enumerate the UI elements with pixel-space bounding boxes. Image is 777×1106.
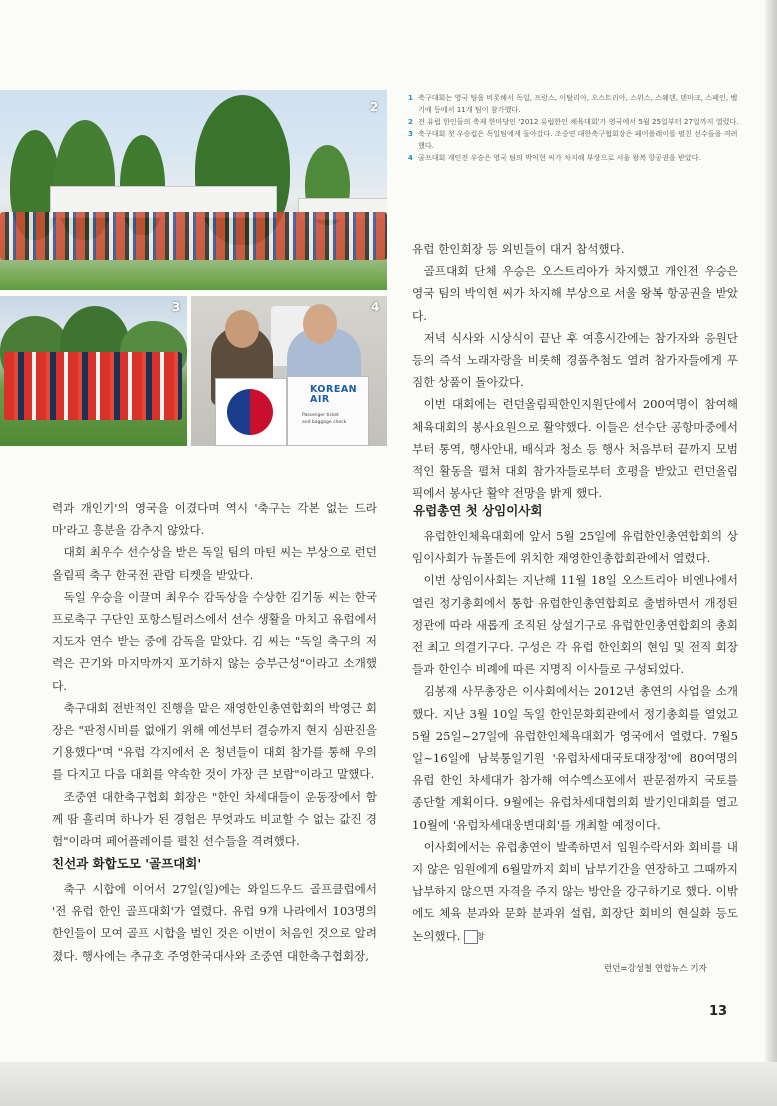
- paragraph: 저녁 식사와 시상식이 끝난 후 여흥시간에는 참가자와 응원단 등의 즉석 노래자랑을 비롯해 경품추첨도 열려 참가자들에게 푸짐한 상품이 돌아갔다.: [412, 330, 738, 390]
- paragraph: 골프대회 단체 우승은 오스트리아가 차지했고 개인전 우승은 영국 팀의 박익현 씨가 차지해 부상으로 서울 왕복 항공권을 받았다.: [412, 264, 738, 323]
- byline: 런던=강성철 연합뉴스 기자: [604, 964, 707, 974]
- paragraph: 유럽한인체육대회에 앞서 5월 25일에 유럽한인총연합회의 상임이사회가 뉴몰든에 위치한 재영한인총합회관에서 열렸다.: [412, 529, 738, 566]
- paragraph: 조중연 대한축구협회 회장은 "한인 차세대들이 운동장에서 함께 땀 흘리며 하나가 된 경험은 무엇과도 비교할 수 없는 값진 경험"이라며 페어플레이를 펼친 선수들을 격려했다.: [52, 789, 377, 849]
- left-column-text-2: [52, 878, 377, 967]
- caption-item: [408, 152, 743, 164]
- paragraph-text: 이사회에서는 유럽총연이 발족하면서 임원수락서와 회비를 내지 않은 임원에게 6월말까지 회비 납부기간을 연장하고 그때까지 납부하지 않으면 자격을 주지 않는 방안을 강구하기로 했다. 이밖에도 체육 분과와 문화 분과위 설립, 회장단 회비의 현실화 등도 논의했다.: [412, 839, 738, 943]
- person-left-face: [225, 310, 259, 348]
- caption-number: 2: [408, 117, 413, 126]
- section-heading-golf: 친선과 화합도모 '골프대회': [52, 856, 202, 871]
- paragraph: 대회 최우수 선수상을 받은 독일 팀의 마틴 씨는 부상으로 런던 올림픽 축구 한국전 관람 티켓을 받았다.: [52, 545, 377, 582]
- photo-number: 2: [370, 100, 379, 114]
- photo-number: 3: [172, 300, 181, 314]
- caption-number: 3: [408, 129, 413, 138]
- caption-text: 골프대회 개인전 우승은 영국 팀의 박익현 씨가 차지해 부상으로 서울 왕복 항공권을 받았다.: [418, 153, 701, 162]
- right-column-text-2: [412, 525, 738, 947]
- paragraph: 이번 대회에는 런던올림픽한인지원단에서 200여명이 참여해 체육대회의 봉사요원으로 활약했다. 이들은 선수단 공항마중에서부터 통역, 행사안내, 배식과 청소 등 행사 처음부터 끝까지 모범적인 활동을 펼쳐 대회 참가자들로부터 호평을 받았고 런던올림픽에서 봉사단 활약 전망을 밝게 했다.: [412, 397, 738, 501]
- person-right-face: [303, 304, 337, 344]
- team-players: [4, 352, 182, 420]
- caption-item: [408, 116, 743, 128]
- board-brand: KOREAN AIR: [310, 384, 358, 405]
- page-edge: [765, 0, 777, 1062]
- photo-captions: [408, 92, 743, 164]
- photo-group-event: [0, 90, 387, 290]
- photo-golf-prize: [191, 296, 387, 446]
- right-column-text: [412, 238, 738, 504]
- paragraph: 독일 우승을 이끌며 최우수 감독상을 수상한 김기동 씨는 한국 프로축구 구단인 포항스틸러스에서 선수 생활을 마치고 유럽에서 지도자 연수 받는 중에 감독을 맡았다. 김 씨는 "독일 축구의 저력은 끈기와 마지막까지 포기하지 않는 승부근성"이라고 소개했다.: [52, 589, 377, 693]
- caption-text: 전 유럽 한인들의 축제 한마당인 '2012 유럽한인 체육대회'가 영국에서 5월 25일부터 27일까지 열렸다.: [418, 117, 739, 126]
- photo-football-team: [0, 296, 187, 446]
- board-subtext-2: and baggage check: [302, 420, 347, 425]
- ticket-board: [287, 376, 369, 446]
- paragraph: 이번 상임이사회는 지난해 11월 18일 오스트리아 비엔나에서 열린 정기총회에서 통합 유럽한인총연합회로 출범하면서 개정된 정관에 따라 새롭게 조직된 상설기구로 유럽한인총연합회의 총회 전 최고 의결기구다. 구성은 각 유럽 한인회의 현임 및 전직 회장들과 한인수 비례에 따른 지명직 이사들로 구성되었다.: [412, 573, 738, 677]
- left-column-text: [52, 497, 377, 852]
- photo-number: 4: [371, 300, 380, 314]
- caption-number: 4: [408, 153, 413, 162]
- airline-logo-icon: [227, 389, 273, 435]
- caption-number: 1: [408, 93, 413, 102]
- paragraph: 력과 개인기'의 영국을 이겼다며 역시 '축구는 각본 없는 드라마'라고 흥분을 감추지 않았다.: [52, 501, 377, 538]
- caption-text: 축구대회 첫 우승컵은 독일팀에게 돌아갔다. 조중연 대한축구협회장은 페어플레이를 펼친 선수들을 격려했다.: [418, 129, 738, 150]
- paragraph: [412, 836, 738, 947]
- paragraph: 축구 시합에 이어서 27일(일)에는 와일드우드 골프클럽에서 '전 유럽 한인 골프대회'가 열렸다. 유럽 9개 나라에서 103명의 한인들이 모여 골프 시합을 벌인 것은 이번이 처음인 것으로 알려졌다. 행사에는 추규호 주영한국대사와 조중연 대한축구협회장,: [52, 882, 377, 963]
- caption-text: 축구대회는 영국 팀을 비롯해서 독일, 프랑스, 이탈리아, 오스트리아, 스위스, 스웨덴, 덴마크, 스페인, 벨기에 등에서 11개 팀이 참가했다.: [418, 93, 738, 114]
- paragraph: 유럽 한인회장 등 외빈들이 대거 참석했다.: [412, 242, 625, 256]
- caption-item: [408, 128, 743, 152]
- caption-item: [408, 92, 743, 116]
- section-heading-board: 유럽총연 첫 상임이사회: [413, 503, 543, 518]
- crowd: [0, 212, 387, 260]
- paragraph: 축구대회 전반적인 진행을 맡은 재영한인총연합회의 박영근 회장은 "판정시비를 없애기 위해 예선부터 결승까지 현지 심판진을 기용했다"며 "유럽 각지에서 온 청년들이 대회 참가를 통해 우의를 다지고 다음 대회를 약속한 것이 가장 큰 보람"이라고 말했다.: [52, 700, 377, 782]
- board-subtext-1: Passenger ticket: [302, 413, 339, 418]
- airline-logo-sign: [215, 378, 287, 446]
- article-end-mark: 창: [464, 930, 478, 944]
- page-number: 13: [709, 1004, 728, 1019]
- paragraph: 김봉재 사무총장은 이사회에서는 2012년 총연의 사업을 소개했다. 지난 3월 10일 독일 한인문화회관에서 정기총회를 열었고 5월 25일~27일에 유럽한인체육대회가 영국에서 열렸다. 7월5일~16일에 남북통일기원 '유럽차세대국토대장정'에 80여명의 유럽 한인 차세대가 참가해 여수엑스포에서 판문점까지 국토를 종단할 계획이다. 9월에는 유럽차세대협의회 발기인대회를 열고 10월에 '유럽차세대웅변대회'를 개최할 예정이다.: [412, 684, 738, 832]
- scan-shadow: [0, 1062, 777, 1106]
